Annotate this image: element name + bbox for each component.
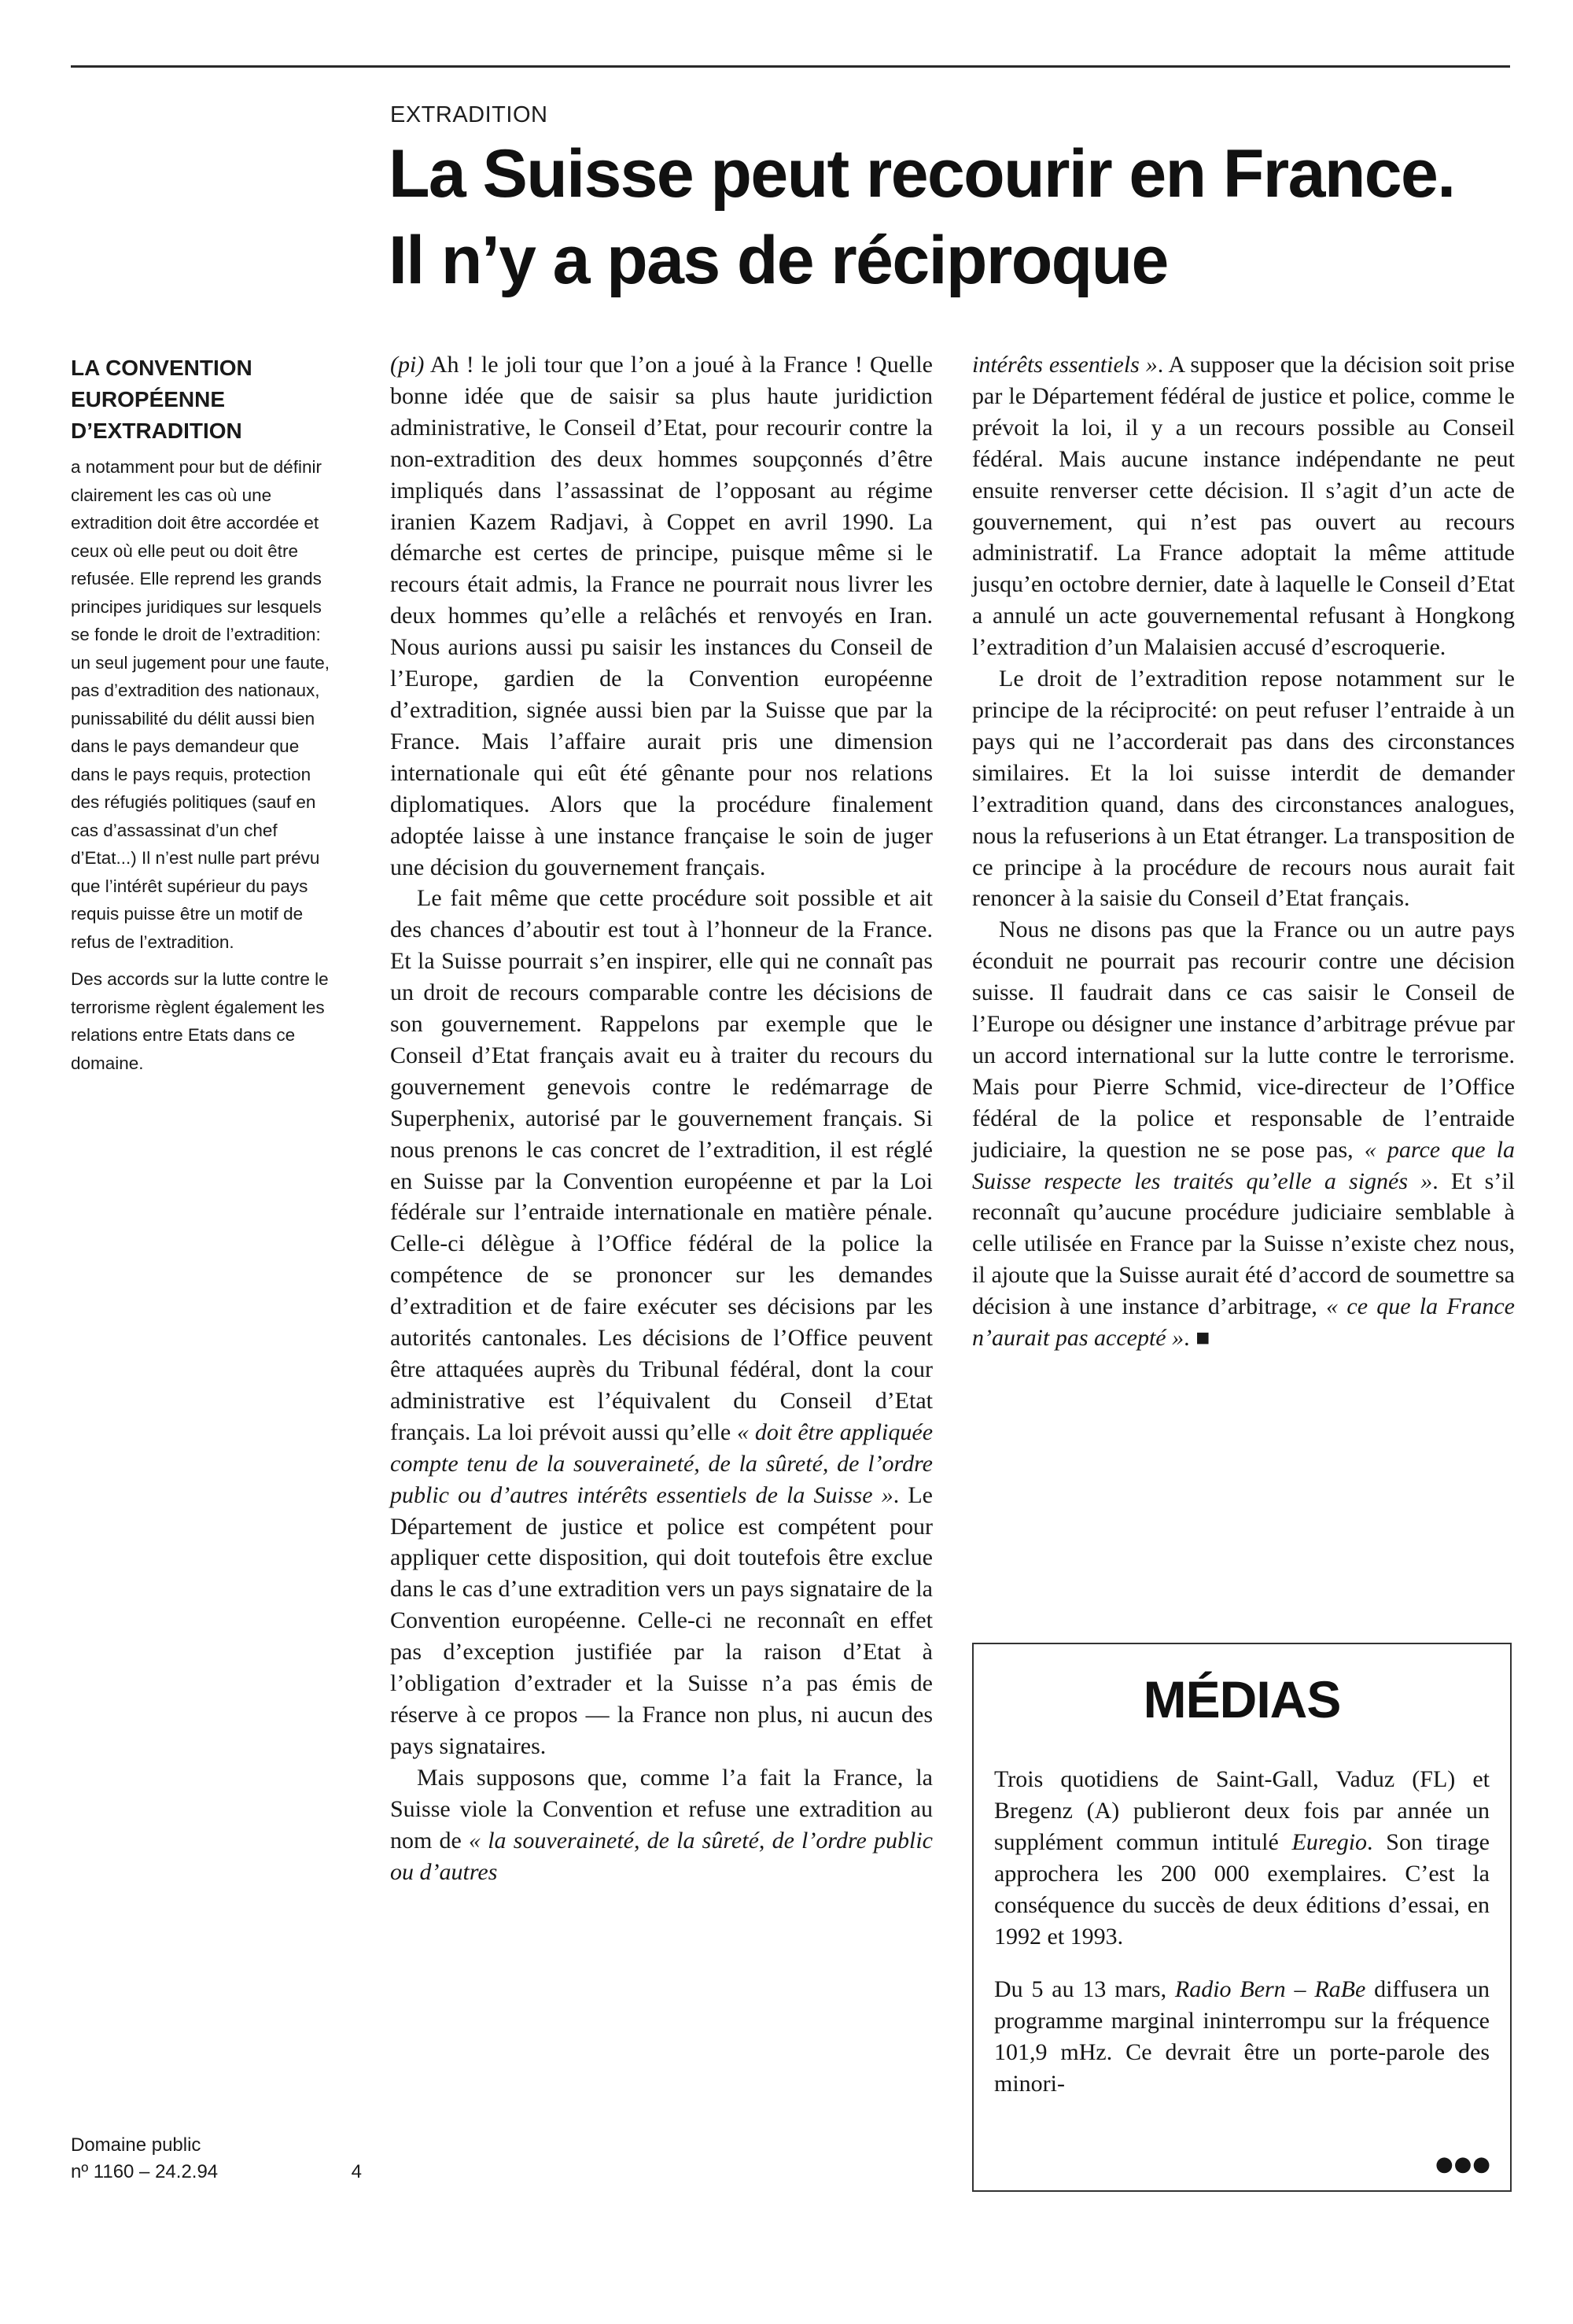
medias-box [972,1643,1512,2192]
sidebar-box [71,352,342,1086]
issue-row [71,2159,362,2186]
item-text: Trois quotidiens de Saint-Gall, Vaduz (FL) et Bregenz (A) publieront deux fois par année un supplément commun intitulé [994,1766,1490,1855]
quote-text: « parce que la Suisse respecte les traités qu’elle a signés » [972,1136,1516,1194]
sidebar-title: LA CONVENTION EUROPÉENNE D’EXTRADITION [71,356,252,443]
sidebar-paragraph: a notamment pour but de définir clairement les cas où une extradition doit être accordée et ceux où elle peut ou doit être refusée. Elle reprend les grands principes juridiques sur lesquels se fonde le droit de l’extradition: un seul jugement pour une faute, pas d’extradition des nationaux, punissabilité du délit aussi bien dans le pays demandeur que dans le pays requis, protection des réfugiés politiques (sauf en cas d’assassinat d’un chef d’Etat...) Il n’est nulle part prévu que l’intérêt supérieur du pays requis puisse être un motif de refus de l’extradition. [71,457,330,952]
paragraph-text: Mais supposons que, comme l’a fait la France, la Suisse viole la Convention et refuse une extradition au nom de [390,1764,933,1854]
article-paragraph [972,349,1515,663]
article-paragraph [390,883,933,1761]
headline-line-2: Il n’y a pas de réciproque [389,223,1168,298]
continued-dots-icon: ●●● [1435,2152,1491,2176]
quote-text: « ce que la France n’aurait pas accepté » [972,1293,1515,1352]
paragraph-text: Nous ne disons pas que la France ou un autre pays éconduit ne pourrait pas recourir contre une décision suisse. Il faudrait dans ce cas saisir le Conseil de l’Europe ou désigner une instance d’arbitrage prévue par un accord international sur la lutte contre le terrorisme. Mais pour Pierre Schmid, vice-directeur de l’Office fédéral de la police et responsable de l’entraide judiciaire, la question ne se pose pas, [972,917,1515,1163]
end-mark: . ■ [1184,1325,1210,1352]
paragraph-text: Ah ! le joli tour que l’on a joué à la France ! Quelle bonne idée que de saisir sa plus haute juridiction administrative, le Conseil d’Etat, pour recourir contre la non-extradition des deux hommes soupçonnés d’être impliqués dans l’assassinat de l’opposant au régime iranien Kazem Radjavi, à Coppet en avril 1990. La démarche est certes de principe, puisque même si le recours était admis, la France ne pourrait nous livrer les deux hommes qu’elle a relâchés et renvoyés en Iran. Nous aurions aussi pu saisir les instances du Conseil de l’Europe, gardien de la Convention européenne d’extradition, signée aussi bien par la Suisse que par la France. Mais l’affaire aurait pris une dimension internationale qui eût été gênante pour nos relations diplomatiques. Alors que la procédure finalement adoptée laisse à une instance française le soin de juger une décision du gouvernement français. [390,352,933,880]
article-paragraph [390,349,933,883]
article-column-1 [390,349,933,1887]
paragraph-text: . A supposer que la décision soit prise par le Département fédéral de justice et police, comme le prévoit la loi, il y a un recours possible au Conseil fédéral. Mais aucune instance indépendante ne peut ensuite renverser cette décision. Il s’agit d’un acte de gouvernement, qui n’est pas ouvert au recours administratif. La France adoptait la même attitude jusqu’en octobre dernier, date à laquelle le Conseil d’Etat a annulé un acte gouvernemental refusant à Hongkong l’extradition d’un Malaisien accusé d’escroquerie. [972,352,1515,661]
item-title: Radio Bern – RaBe [1174,1976,1366,2003]
headline-line-1: La Suisse peut recourir en France. [389,136,1455,212]
issue-number: nº 1160 – 24.2.94 [71,2161,219,2182]
author-initials: (pi) [390,352,425,378]
item-text: . Son tirage approchera les 200 000 exemplaires. C’est la conséquence du succès de deux éditions d’essai, en 1992 et 1993. [994,1828,1490,1950]
paragraph-text: Le fait même que cette procédure soit possible et ait des chances d’aboutir est tout à l’honneur de la France. Et la Suisse pourrait s’en inspirer, elle qui ne connaît pas un droit de recours comparable contre les décisions de son gouvernement. Rappelons par exemple que le Conseil d’Etat français avait eu à traiter du recours du gouvernement genevois contre le redémarrage de Superphenix, autorisé par le gouvernement français. Si nous prenons le cas concret de l’extradition, il est réglé en Suisse par la Convention européenne et par la Loi fédérale sur l’entraide internationale en matière pénale. Celle-ci délègue à l’Office fédéral de la police la compétence de se prononcer sur les demandes d’extradition et de faire exécuter ses décisions par les autorités cantonales. Les décisions de l’Office peuvent être attaquées auprès du Tribunal fédéral, dont la cour administrative est l’équivalent du Conseil d’Etat français. La loi prévoit aussi qu’elle [390,885,933,1445]
section-label: EXTRADITION [390,102,548,127]
item-title: Euregio [1291,1828,1368,1855]
medias-item [994,1764,1490,1952]
article-paragraph: Le droit de l’extradition repose notamment sur le principe de la réciprocité: on peut refuser l’entraide à un pays qui ne l’accorderait pas dans des circonstances similaires. Et la loi suisse interdit de demander l’extradition quand, dans des circonstances analogues, nous la refuserions à un Etat étranger. La transposition de ce principe à la procédure de recours nous aurait fait renoncer à la saisie du Conseil d’Etat français. [972,666,1515,912]
quote-text: « doit être appliquée compte tenu de la souveraineté, de la sûreté, de l’ordre public ou d’autres intérêts essentiels de la Suisse » [390,1418,934,1508]
top-rule [71,65,1510,68]
page-footer [71,2132,362,2186]
article-paragraph [972,914,1515,1354]
article-column-2 [972,349,1515,1354]
quote-text: intérêts essentiels » [972,352,1158,378]
headline [389,131,1521,304]
article-paragraph [390,1762,933,1888]
quote-text: « la souveraineté, de la sûreté, de l’ordre public ou d’autres [390,1827,933,1885]
item-text: diffusera un programme marginal ininterrompu sur la fréquence 101,9 mHz. Ce devrait être un porte-parole des minori- [994,1976,1490,2097]
publication-name: Domaine public [71,2134,201,2156]
paragraph-text: . Le Département de justice et police est compétent pour appliquer cette disposition, qui doit toutefois être exclue dans le cas d’une extradition vers un pays signataire de la Convention européenne. Celle-ci ne reconnaît en effet pas d’exception justifiée par la raison d’Etat à l’obligation d’extrader et la Suisse n’a pas émis de réserve à ce propos — la France non plus, ni aucun des pays signataires. [390,1481,933,1759]
medias-item [994,1974,1490,2100]
item-text: Du 5 au 13 mars, [994,1976,1175,2003]
paragraph-text: . Et s’il reconnaît qu’aucune procédure judiciaire semblable à celle utilisée en France par la Suisse n’existe chez nous, il ajoute que la Suisse aurait été d’accord de soumettre sa décision à une instance d’arbitrage, [972,1168,1516,1320]
sidebar-paragraph: Des accords sur la lutte contre le terrorisme règlent également les relations entre Etats dans ce domaine. [71,969,329,1073]
page-number: 4 [351,2161,362,2182]
medias-title: MÉDIAS [1143,1670,1341,1728]
